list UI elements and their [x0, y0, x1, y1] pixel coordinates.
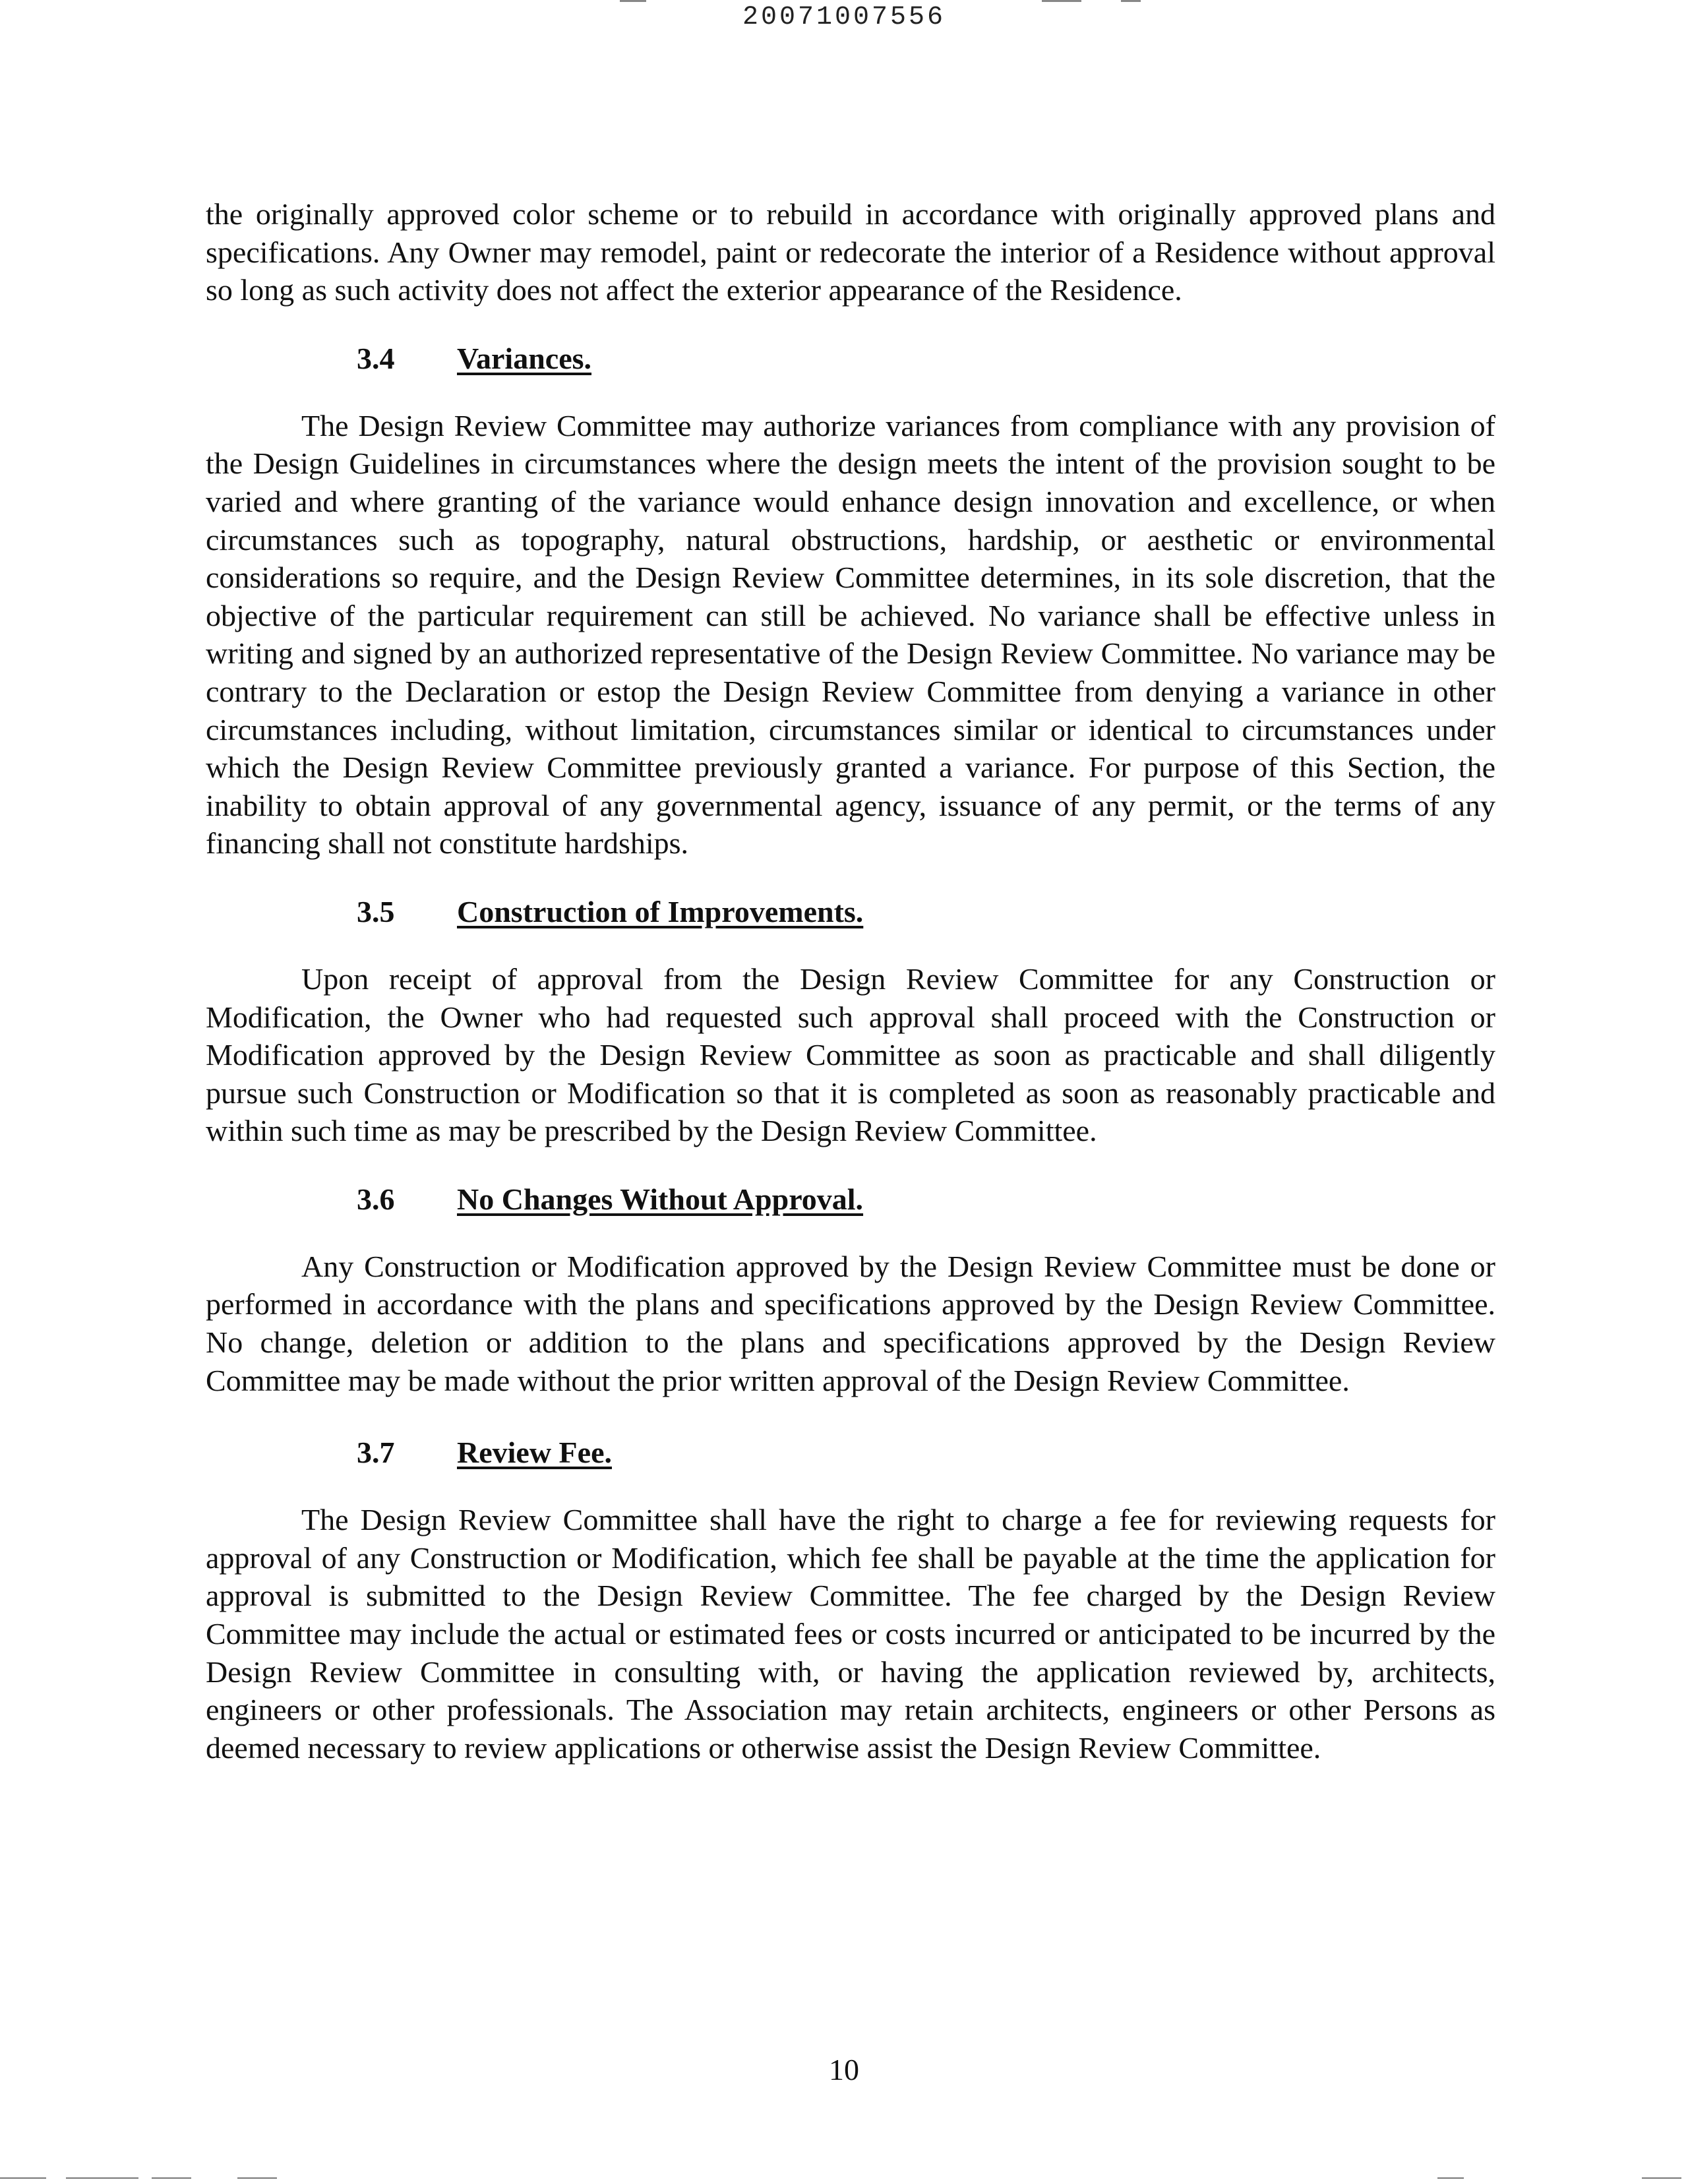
intro-paragraph: the originally approved color scheme or to rebuild in accordance with originally approved plans and specifications. Any Owner may remodel, paint or redecorate the interior of a Residence without approval so long as such activity does not affect the exterior appearance of the Residence.: [206, 197, 1495, 307]
scan-artifact: [152, 2177, 191, 2179]
section-number: 3.4: [357, 341, 395, 375]
page-number: 10: [829, 2053, 859, 2086]
section-heading-3-7: [206, 1434, 1495, 1473]
section-title: No Changes Without Approval.: [457, 1182, 864, 1216]
scan-artifact: [237, 2177, 277, 2179]
scan-artifact: [1121, 0, 1141, 2]
section-heading-3-5: [206, 893, 1495, 932]
section-heading-3-4: [206, 340, 1495, 379]
scan-artifact: [1642, 2177, 1681, 2179]
section-text-no-changes-without-approval: Any Construction or Modification approved by the Design Review Committee must be done or performed in accordance with the plans and specifications approved by the Design Review Committee. No change, deletion or addition to the plans and specifications approved by the Design Review Committee may be made without the prior written approval of the Design Review Committee.: [206, 1249, 1495, 1397]
section-title: Variances.: [457, 341, 592, 375]
section-number: 3.6: [357, 1182, 395, 1216]
scan-artifact: [1437, 2177, 1464, 2179]
document-number: 20071007556: [742, 3, 946, 32]
scan-artifact: [1042, 0, 1081, 2]
section-heading-3-6: [206, 1180, 1495, 1220]
section-title: Review Fee.: [457, 1436, 612, 1470]
section-number: 3.5: [357, 894, 395, 928]
scan-artifact: [0, 2177, 46, 2179]
section-text-review-fee: The Design Review Committee shall have the right to charge a fee for reviewing requests for approval of any Construction or Modification, which fee shall be payable at the time the application for approval is submitted to the Design Review Committee. The fee charged by the Design Review Committee may include the actual or estimated fees or costs incurred or anticipated to be incurred by the Design Review Committee in consulting with, or having the application reviewed by, architects, engineers or other professionals. The Association may retain architects, engineers or other Persons as deemed necessary to review applications or otherwise assist the Design Review Committee.: [206, 1503, 1495, 1765]
section-title: Construction of Improvements.: [457, 894, 864, 928]
document-body: [206, 195, 1495, 1767]
section-text-variances: The Design Review Committee may authorize variances from compliance with any provision of the Design Guidelines in circumstances where the design meets the intent of the provision sought to be varied and where granting of the variance would enhance design innovation and excellence, or when circumstances such as topography, natural obstructions, hardship, or aesthetic or environmental considerations so require, and the Design Review Committee determines, in its sole discretion, that the objective of the particular requirement can still be achieved. No variance shall be effective unless in writing and signed by an authorized representative of the Design Review Committee. No variance may be contrary to the Declaration or estop the Design Review Committee from denying a variance in other circumstances including, without limitation, circumstances similar or identical to circumstances under which the Design Review Committee previously granted a variance. For purpose of this Section, the inability to obtain approval of any governmental agency, issuance of any permit, or the terms of any financing shall not constitute hardships.: [206, 408, 1495, 861]
section-number: 3.7: [357, 1436, 395, 1470]
scan-artifact: [620, 0, 646, 2]
scan-artifact: [66, 2177, 138, 2179]
section-text-construction-of-improvements: Upon receipt of approval from the Design Review Committee for any Construction or Modification, the Owner who had requested such approval shall proceed with the Construction or Modification approved by the Design Review Committee as soon as practicable and shall diligently pursue such Construction or Modification so that it is completed as soon as reasonably practicable and within such time as may be prescribed by the Design Review Committee.: [206, 961, 1495, 1148]
